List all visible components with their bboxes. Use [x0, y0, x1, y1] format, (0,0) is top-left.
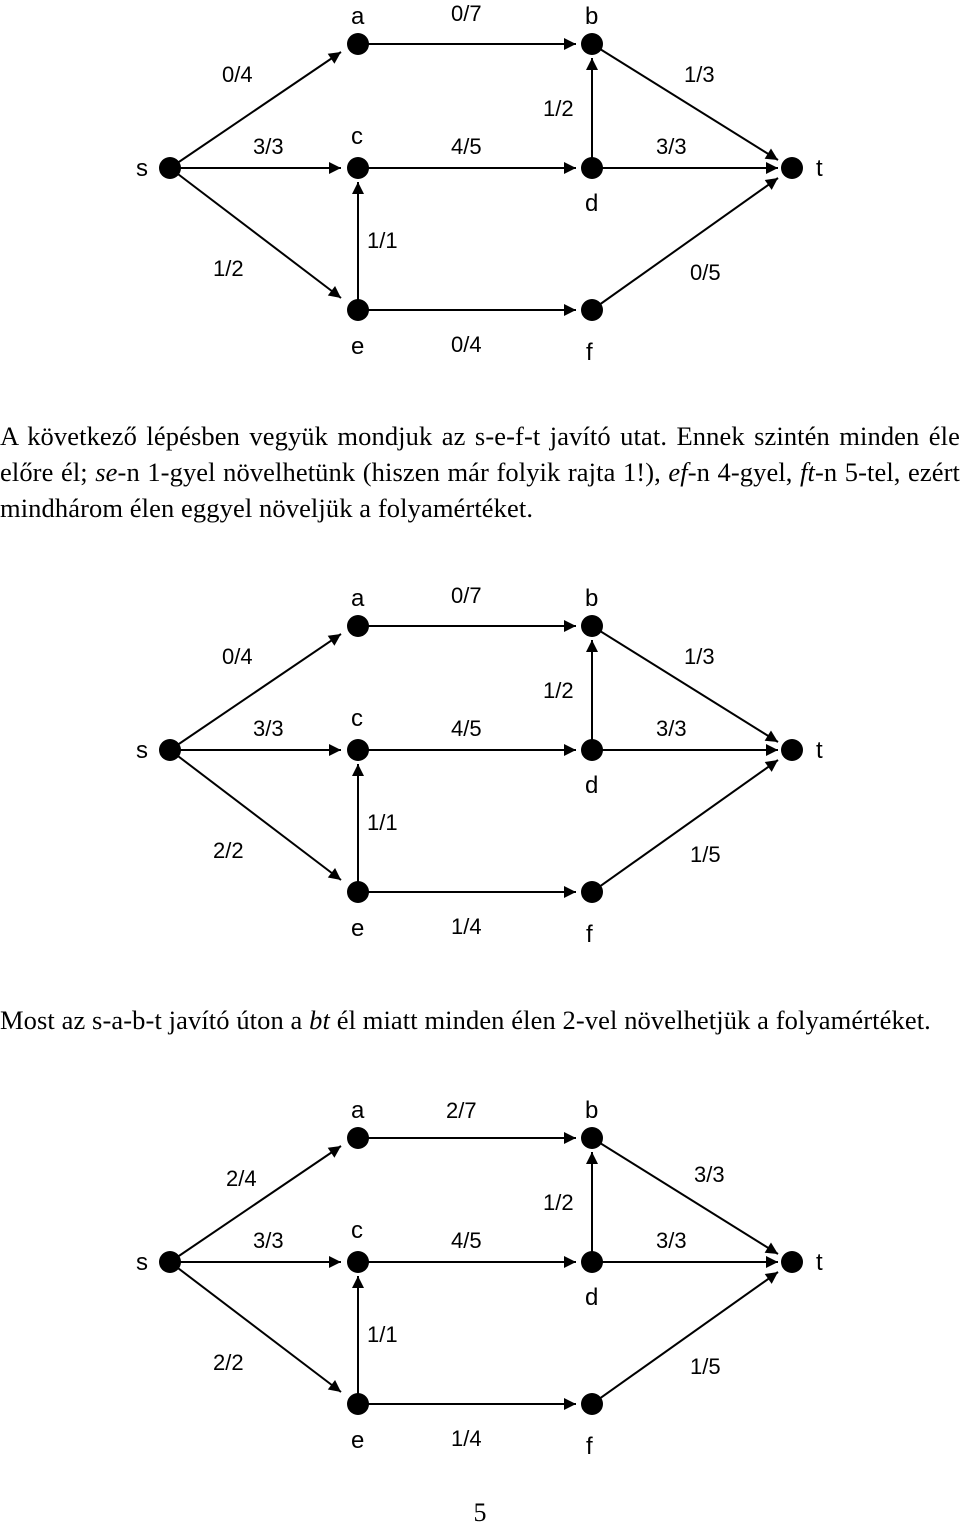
edge-s-e	[170, 168, 341, 298]
node-label-s: s	[136, 155, 148, 182]
node-label-t: t	[816, 1249, 823, 1276]
flow-graph-3-svg	[0, 1094, 960, 1474]
flow-graph-1-svg	[0, 0, 960, 380]
flow-label-s-c: 3/3	[253, 716, 284, 741]
flow-label-f-t: 1/5	[690, 1354, 721, 1379]
node-d	[581, 1251, 603, 1273]
flow-label-d-b: 1/2	[543, 678, 574, 703]
flow-label-s-a: 0/4	[222, 644, 253, 669]
page-number: 5	[473, 1498, 487, 1527]
flow-label-s-c: 3/3	[253, 1228, 284, 1253]
flow-label-d-b: 1/2	[543, 96, 574, 121]
node-label-d: d	[585, 772, 599, 799]
flow-label-s-a: 0/4	[222, 62, 253, 87]
flow-graph-3	[0, 1094, 960, 1474]
node-label-a: a	[351, 585, 365, 612]
flow-label-d-t: 3/3	[656, 716, 687, 741]
node-label-e: e	[351, 915, 365, 942]
node-c	[347, 739, 369, 761]
flow-label-s-e: 2/2	[213, 1350, 244, 1375]
edge-f-t	[592, 178, 778, 310]
node-c	[347, 157, 369, 179]
node-label-s: s	[136, 737, 148, 764]
paragraph-1: A következő lépésben vegyük mondjuk az s-e-f-t javító utat. Ennek szintén minden éle előre él; se-n 1-gyel növelhetünk (hiszen már folyik rajta 1!), ef-n 4-gyel, ft-n 5-tel, ezért mindhárom élen eggyel növeljük a folyamértéket.	[0, 421, 960, 523]
flow-label-e-c: 1/1	[367, 810, 398, 835]
node-label-f: f	[586, 921, 593, 948]
flow-label-e-f: 0/4	[451, 332, 482, 357]
flow-label-e-f: 1/4	[451, 1426, 482, 1451]
node-label-b: b	[585, 585, 599, 612]
node-label-t: t	[816, 737, 823, 764]
node-c	[347, 1251, 369, 1273]
flow-label-b-t: 1/3	[684, 62, 715, 87]
flow-label-d-b: 1/2	[543, 1190, 574, 1215]
node-label-c: c	[351, 123, 363, 150]
node-a	[347, 33, 369, 55]
node-b	[581, 33, 603, 55]
node-f	[581, 1393, 603, 1415]
edge-s-e	[170, 750, 341, 880]
node-b	[581, 615, 603, 637]
node-label-d: d	[585, 1284, 599, 1311]
node-label-e: e	[351, 1427, 365, 1454]
node-b	[581, 1127, 603, 1149]
node-label-f: f	[586, 1433, 593, 1460]
flow-graph-1	[0, 0, 960, 380]
node-s	[159, 157, 181, 179]
node-e	[347, 299, 369, 321]
node-label-e: e	[351, 333, 365, 360]
flow-graph-2-svg	[0, 582, 960, 962]
flow-label-e-f: 1/4	[451, 914, 482, 939]
flow-label-c-d: 4/5	[451, 1228, 482, 1253]
edge-f-t	[592, 1272, 778, 1404]
flow-graph-2	[0, 582, 960, 962]
flow-label-f-t: 0/5	[690, 260, 721, 285]
flow-label-a-b: 0/7	[451, 1, 482, 26]
node-label-f: f	[586, 339, 593, 366]
node-t	[781, 157, 803, 179]
node-label-a: a	[351, 3, 365, 30]
flow-label-d-t: 3/3	[656, 134, 687, 159]
edge-s-e	[170, 1262, 341, 1392]
node-label-c: c	[351, 1217, 363, 1244]
flow-label-s-e: 2/2	[213, 838, 244, 863]
node-f	[581, 299, 603, 321]
node-e	[347, 881, 369, 903]
flow-label-e-c: 1/1	[367, 1322, 398, 1347]
node-s	[159, 1251, 181, 1273]
flow-label-a-b: 0/7	[451, 583, 482, 608]
node-s	[159, 739, 181, 761]
flow-label-b-t: 1/3	[684, 644, 715, 669]
node-label-b: b	[585, 3, 599, 30]
node-e	[347, 1393, 369, 1415]
flow-label-s-a: 2/4	[226, 1166, 257, 1191]
flow-label-s-e: 1/2	[213, 256, 244, 281]
node-label-a: a	[351, 1097, 365, 1124]
node-f	[581, 881, 603, 903]
paragraph-2: Most az s-a-b-t javító úton a bt él miatt minden élen 2-vel növelhetjük a folyamértéket.	[0, 1005, 931, 1035]
node-t	[781, 1251, 803, 1273]
node-d	[581, 739, 603, 761]
flow-label-e-c: 1/1	[367, 228, 398, 253]
flow-label-b-t: 3/3	[694, 1162, 725, 1187]
edge-f-t	[592, 760, 778, 892]
node-label-s: s	[136, 1249, 148, 1276]
node-label-t: t	[816, 155, 823, 182]
flow-label-c-d: 4/5	[451, 716, 482, 741]
node-label-b: b	[585, 1097, 599, 1124]
flow-label-d-t: 3/3	[656, 1228, 687, 1253]
node-a	[347, 1127, 369, 1149]
flow-label-c-d: 4/5	[451, 134, 482, 159]
flow-label-f-t: 1/5	[690, 842, 721, 867]
node-label-d: d	[585, 190, 599, 217]
node-d	[581, 157, 603, 179]
node-label-c: c	[351, 705, 363, 732]
node-t	[781, 739, 803, 761]
node-a	[347, 615, 369, 637]
flow-label-s-c: 3/3	[253, 134, 284, 159]
flow-label-a-b: 2/7	[446, 1098, 477, 1123]
